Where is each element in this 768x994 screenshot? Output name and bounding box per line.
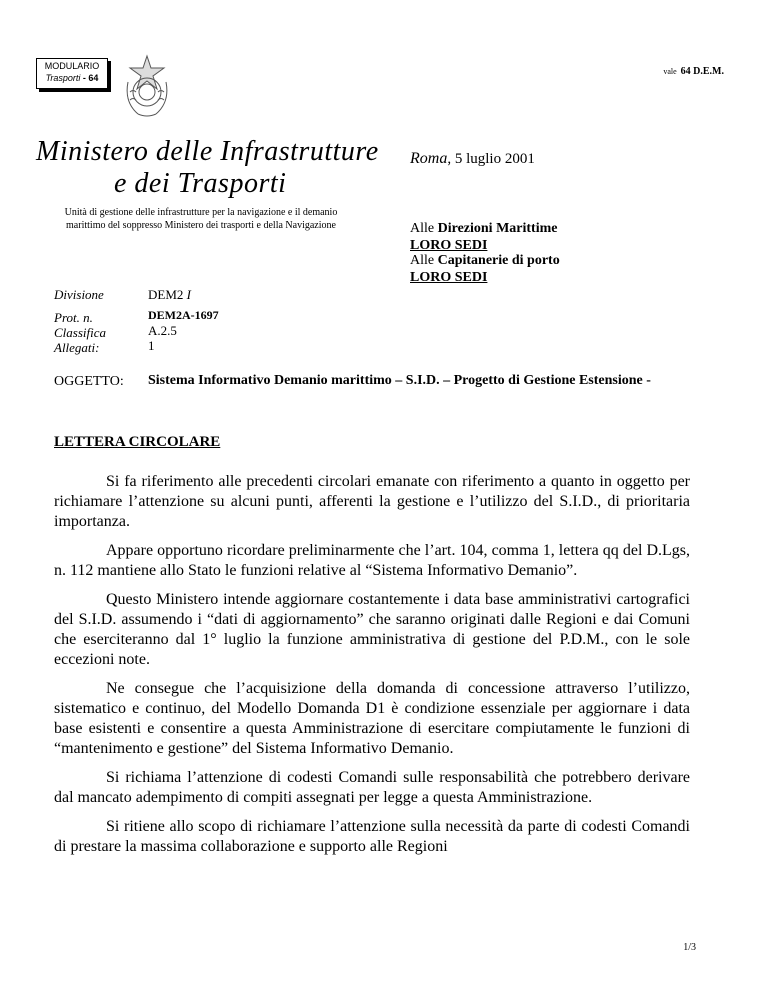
prot-label: Prot. n.	[54, 310, 93, 325]
italian-republic-emblem-icon	[120, 52, 174, 120]
letter-body	[54, 472, 690, 866]
paragraph-6: Si ritiene allo scopo di richiamare l’attenzione sulla necessità da parte di codesti Comandi di prestare la massima collaborazione e supporto alle Regioni	[54, 818, 690, 855]
modulario-subtitle: Trasporti - 64	[45, 73, 99, 83]
paragraph-3: Questo Ministero intende aggiornare costantemente i data base amministrativi cartografici del S.I.D. assumendo i “dati di aggiornamento” che saranno originati dalle Regioni e dai Comuni che eserciteranno dal 1° luglio la funzione amministrativa di gestione del P.D.M., con le sole eccezioni note.	[54, 591, 690, 668]
recipient-2-sedi: LORO SEDI	[410, 270, 488, 285]
oggetto-text: Sistema Informativo Demanio marittimo – S.I.D. – Progetto di Gestione Estensione -	[148, 373, 651, 388]
ministry-name-line1: Ministero delle Infrastrutture	[36, 136, 379, 167]
document-title: LETTERA CIRCOLARE	[54, 434, 221, 450]
paragraph-4: Ne consegue che l’acquisizione della domanda di concessione attraverso l’utilizzo, sistematico e continuo, del Modello Domanda D1 è condizione essenziale per aggiornare i data base esistenti e consentire a questa Amministrazione di esercitare compiutamente le funzioni di “mantenimento e gestione” del Sistema Informativo Demanio.	[54, 680, 690, 757]
page-number: 1/3	[683, 942, 696, 953]
allegati-label: Allegati:	[54, 340, 100, 355]
divisione-label: Divisione	[54, 287, 104, 302]
prot-value: DEM2A-1697	[148, 308, 219, 322]
classifica-label: Classifica	[54, 325, 107, 340]
recipient-1-sedi: LORO SEDI	[410, 238, 488, 253]
vale-note: vale 64 D.E.M.	[663, 66, 724, 77]
modulario-box	[36, 58, 108, 89]
recipient-2: Alle Capitanerie di porto LORO SEDI	[410, 253, 560, 285]
divisione-value: DEM2 I	[148, 287, 191, 302]
ministry-name-line2: e dei Trasporti	[114, 168, 287, 199]
city: Roma	[410, 150, 448, 167]
oggetto-label: OGGETTO:	[54, 374, 124, 389]
ministry-unit: Unità di gestione delle infrastrutture per la navigazione e il demanio marittimo del soppresso Ministero dei trasporti e della Navigazione	[64, 207, 338, 231]
paragraph-5: Si richiama l’attenzione di codesti Comandi sulle responsabilità che potrebbero derivare dal mancato adempimento di compiti assegnati per legge a questa Amministrazione.	[54, 769, 690, 806]
paragraph-1: Si fa riferimento alle precedenti circolari emanate con riferimento a quanto in oggetto per richiamare l’attenzione su alcuni punti, afferenti la gestione e l’utilizzo del S.I.D., di prioritaria importanza.	[54, 473, 690, 530]
allegati-value: 1	[148, 338, 155, 353]
classifica-value: A.2.5	[148, 323, 177, 338]
place-date	[410, 150, 535, 168]
date: , 5 luglio 2001	[447, 151, 535, 167]
recipient-1: Alle Direzioni Marittime LORO SEDI	[410, 221, 558, 253]
modulario-title: MODULARIO	[44, 61, 100, 71]
paragraph-2: Appare opportuno ricordare preliminarmente che l’art. 104, comma 1, lettera qq del D.Lgs, n. 112 mantiene allo Stato le funzioni relative al “Sistema Informativo Demanio”.	[54, 542, 690, 579]
